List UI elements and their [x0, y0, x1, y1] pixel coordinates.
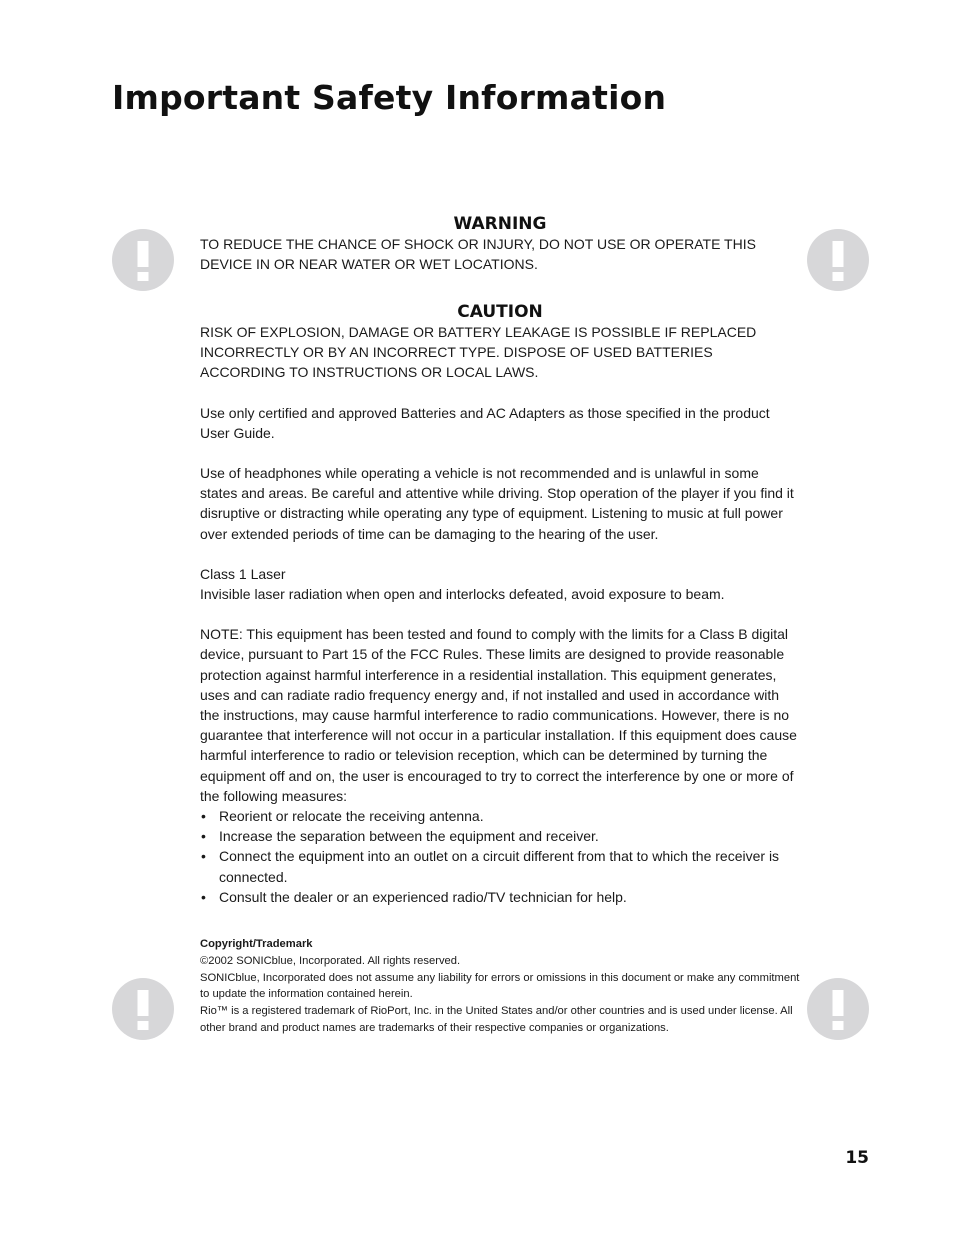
fcc-note: NOTE: This equipment has been tested and found to comply with the limits for a Class B digital device, pursuant to Part 15 of the FCC Rules. These limits are designed to provide reasonable protection against harmful interference in a residential installation. This equipment generates, uses and can radiate radio frequency energy and, if not installed and used in accordance with the instructions, may cause harmful interference to radio communications. However, there is no guarantee that interference will not occur in a particular installation. If this equipment does cause harmful interference to radio or television reception, which can be determined by turning the equipment off and on, the user is encouraged to try to correct the interference by one or more of the following measures:	[200, 626, 797, 804]
bullet: •	[201, 888, 206, 905]
measures-list	[200, 806, 800, 907]
exclamation-icon	[112, 978, 174, 1040]
bullet: •	[201, 808, 206, 825]
laser-title: Class 1 Laser	[200, 565, 286, 582]
list-item: • Consult the dealer or an experienced radio/TV technician for help.	[200, 887, 800, 907]
list-item: • Connect the equipment into an outlet on a circuit different from that to which the receiver is connected.	[201, 848, 780, 885]
warning-heading: WARNING	[453, 214, 547, 234]
batteries-paragraph: Use only certified and approved Batteries and AC Adapters as those specified in the product User Guide.	[200, 404, 770, 441]
headphones-paragraph: Use of headphones while operating a vehicle is not recommended and is unlawful in some states and areas. Be careful and attentive while driving. Stop operation of the player if you find it disruptive or distracting while operating any type of equipment. Listening to music at full power over extended periods of time can be damaging to the hearing of the user.	[200, 465, 794, 542]
list-item: • Increase the separation between the equipment and receiver.	[200, 826, 800, 846]
warning-section	[200, 214, 800, 274]
page-number: 15	[845, 1148, 869, 1168]
caution-section	[200, 302, 800, 907]
trademark-line: Rio™ is a registered trademark of RioPort, Inc. in the United States and/or other countries and is used under license. All other brand and product names are trademarks of their respective companies or organizations.	[200, 1005, 793, 1034]
exclamation-icon	[112, 229, 174, 291]
laser-paragraph: Invisible laser radiation when open and interlocks defeated, avoid exposure to beam.	[200, 586, 725, 603]
bullet: •	[201, 848, 206, 865]
warning-text: TO REDUCE THE CHANCE OF SHOCK OR INJURY, DO NOT USE OR OPERATE THIS DEVICE IN OR NEAR WATER OR WET LOCATIONS.	[200, 236, 756, 273]
bullet: •	[201, 828, 206, 845]
exclamation-icon	[807, 978, 869, 1040]
copyright-line: ©2002 SONICblue, Incorporated. All rights reserved.	[200, 954, 461, 967]
copyright-section	[200, 936, 800, 1037]
copyright-heading: Copyright/Trademark	[200, 938, 313, 950]
list-item: • Reorient or relocate the receiving antenna.	[200, 806, 800, 826]
caution-text: RISK OF EXPLOSION, DAMAGE OR BATTERY LEAKAGE IS POSSIBLE IF REPLACED INCORRECTLY OR BY AN INCORRECT TYPE. DISPOSE OF USED BATTERIES ACCORDING TO INSTRUCTIONS OR LOCAL LAWS.	[200, 324, 757, 381]
exclamation-icon	[807, 229, 869, 291]
page-title: Important Safety Information	[112, 78, 667, 117]
caution-heading: CAUTION	[457, 302, 543, 322]
liability-line: SONICblue, Incorporated does not assume any liability for errors or omissions in this document or make any commitment to update the information contained herein.	[200, 971, 800, 1001]
